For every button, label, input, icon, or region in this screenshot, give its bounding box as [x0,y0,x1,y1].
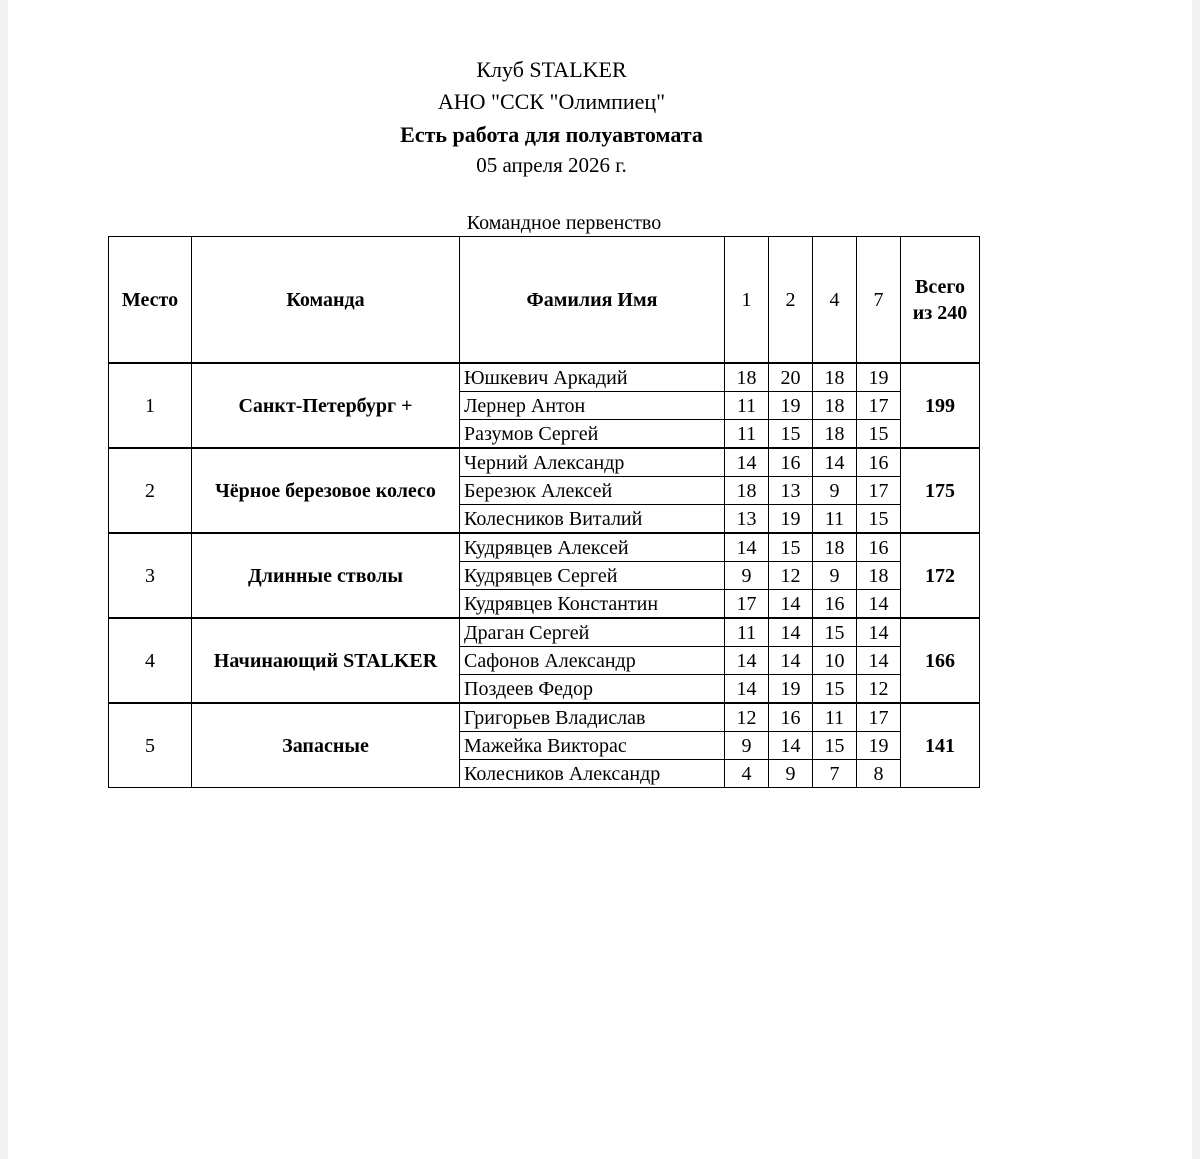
series-score: 15 [857,505,901,534]
team-place: 3 [109,533,192,618]
series-score: 9 [813,562,857,590]
series-score: 14 [725,647,769,675]
team-place: 4 [109,618,192,703]
series-score: 11 [725,618,769,647]
team-name: Санкт-Петербург + [192,363,460,448]
series-score: 11 [725,420,769,449]
series-score: 19 [769,505,813,534]
shooter-name: Колесников Виталий [460,505,725,534]
series-score: 18 [725,363,769,392]
team-name: Запасные [192,703,460,788]
series-score: 19 [769,392,813,420]
shooter-name: Кудрявцев Константин [460,590,725,619]
shooter-name: Поздеев Федор [460,675,725,704]
series-score: 12 [725,703,769,732]
table-row [109,363,980,392]
header-team: Команда [192,237,460,364]
series-score: 14 [725,675,769,704]
series-score: 15 [769,533,813,562]
series-score: 9 [769,760,813,788]
series-score: 15 [813,618,857,647]
series-score: 16 [857,533,901,562]
series-score: 14 [769,647,813,675]
series-score: 17 [725,590,769,619]
header-name: Фамилия Имя [460,237,725,364]
series-score: 17 [857,477,901,505]
team-total: 199 [901,363,980,448]
results-body [109,363,980,788]
series-score: 17 [857,392,901,420]
event-date: 05 апреля 2026 г. [476,153,627,177]
shooter-name: Лернер Антон [460,392,725,420]
team-name: Чёрное березовое колесо [192,448,460,533]
series-score: 16 [857,448,901,477]
table-row [109,533,980,562]
document-page [8,0,1192,1159]
header-total [901,237,980,364]
event-title: Есть работа для полуавтомата [400,122,703,147]
table-row [109,703,980,732]
series-score: 15 [813,675,857,704]
series-score: 14 [857,647,901,675]
team-name: Начинающий STALKER [192,618,460,703]
shooter-name: Григорьев Владислав [460,703,725,732]
table-row [109,618,980,647]
series-score: 10 [813,647,857,675]
team-total: 141 [901,703,980,788]
series-score: 14 [769,618,813,647]
shooter-name: Кудрявцев Сергей [460,562,725,590]
header-series-7: 7 [857,237,901,364]
series-score: 19 [769,675,813,704]
header-total-line2: из 240 [912,301,968,324]
series-score: 14 [769,590,813,619]
series-score: 19 [857,363,901,392]
header-series-1: 1 [725,237,769,364]
team-total: 175 [901,448,980,533]
series-score: 18 [725,477,769,505]
series-score: 4 [725,760,769,788]
team-place: 2 [109,448,192,533]
series-score: 18 [813,392,857,420]
series-score: 14 [725,448,769,477]
series-score: 11 [813,505,857,534]
shooter-name: Мажейка Викторас [460,732,725,760]
team-place: 5 [109,703,192,788]
shooter-name: Кудрявцев Алексей [460,533,725,562]
series-score: 16 [813,590,857,619]
series-score: 13 [725,505,769,534]
series-score: 16 [769,703,813,732]
header-place: Место [109,237,192,364]
series-score: 12 [857,675,901,704]
series-score: 19 [857,732,901,760]
series-score: 15 [769,420,813,449]
series-score: 12 [769,562,813,590]
series-score: 7 [813,760,857,788]
series-score: 9 [813,477,857,505]
series-score: 13 [769,477,813,505]
series-score: 14 [725,533,769,562]
series-score: 14 [857,590,901,619]
series-score: 18 [857,562,901,590]
series-score: 18 [813,420,857,449]
results-table [108,236,980,788]
series-score: 17 [857,703,901,732]
shooter-name: Березюк Алексей [460,477,725,505]
header-series-4: 4 [813,237,857,364]
series-score: 9 [725,732,769,760]
team-place: 1 [109,363,192,448]
series-score: 18 [813,363,857,392]
shooter-name: Драган Сергей [460,618,725,647]
team-total: 166 [901,618,980,703]
series-score: 18 [813,533,857,562]
series-score: 11 [813,703,857,732]
series-score: 8 [857,760,901,788]
shooter-name: Юшкевич Аркадий [460,363,725,392]
shooter-name: Сафонов Александр [460,647,725,675]
series-score: 15 [857,420,901,449]
series-score: 14 [857,618,901,647]
shooter-name: Разумов Сергей [460,420,725,449]
table-header-row [109,237,980,364]
series-score: 14 [769,732,813,760]
team-name: Длинные стволы [192,533,460,618]
series-score: 15 [813,732,857,760]
series-score: 14 [813,448,857,477]
header-series-2: 2 [769,237,813,364]
series-score: 16 [769,448,813,477]
table-caption: Командное первенство [466,212,662,234]
shooter-name: Колесников Александр [460,760,725,788]
table-row [109,448,980,477]
series-score: 11 [725,392,769,420]
series-score: 9 [725,562,769,590]
organization-name: АНО "ССК "Олимпиец" [437,89,666,114]
club-name: Клуб STALKER [476,57,627,82]
header-total-line1: Всего [915,275,965,298]
shooter-name: Черний Александр [460,448,725,477]
team-total: 172 [901,533,980,618]
series-score: 20 [769,363,813,392]
